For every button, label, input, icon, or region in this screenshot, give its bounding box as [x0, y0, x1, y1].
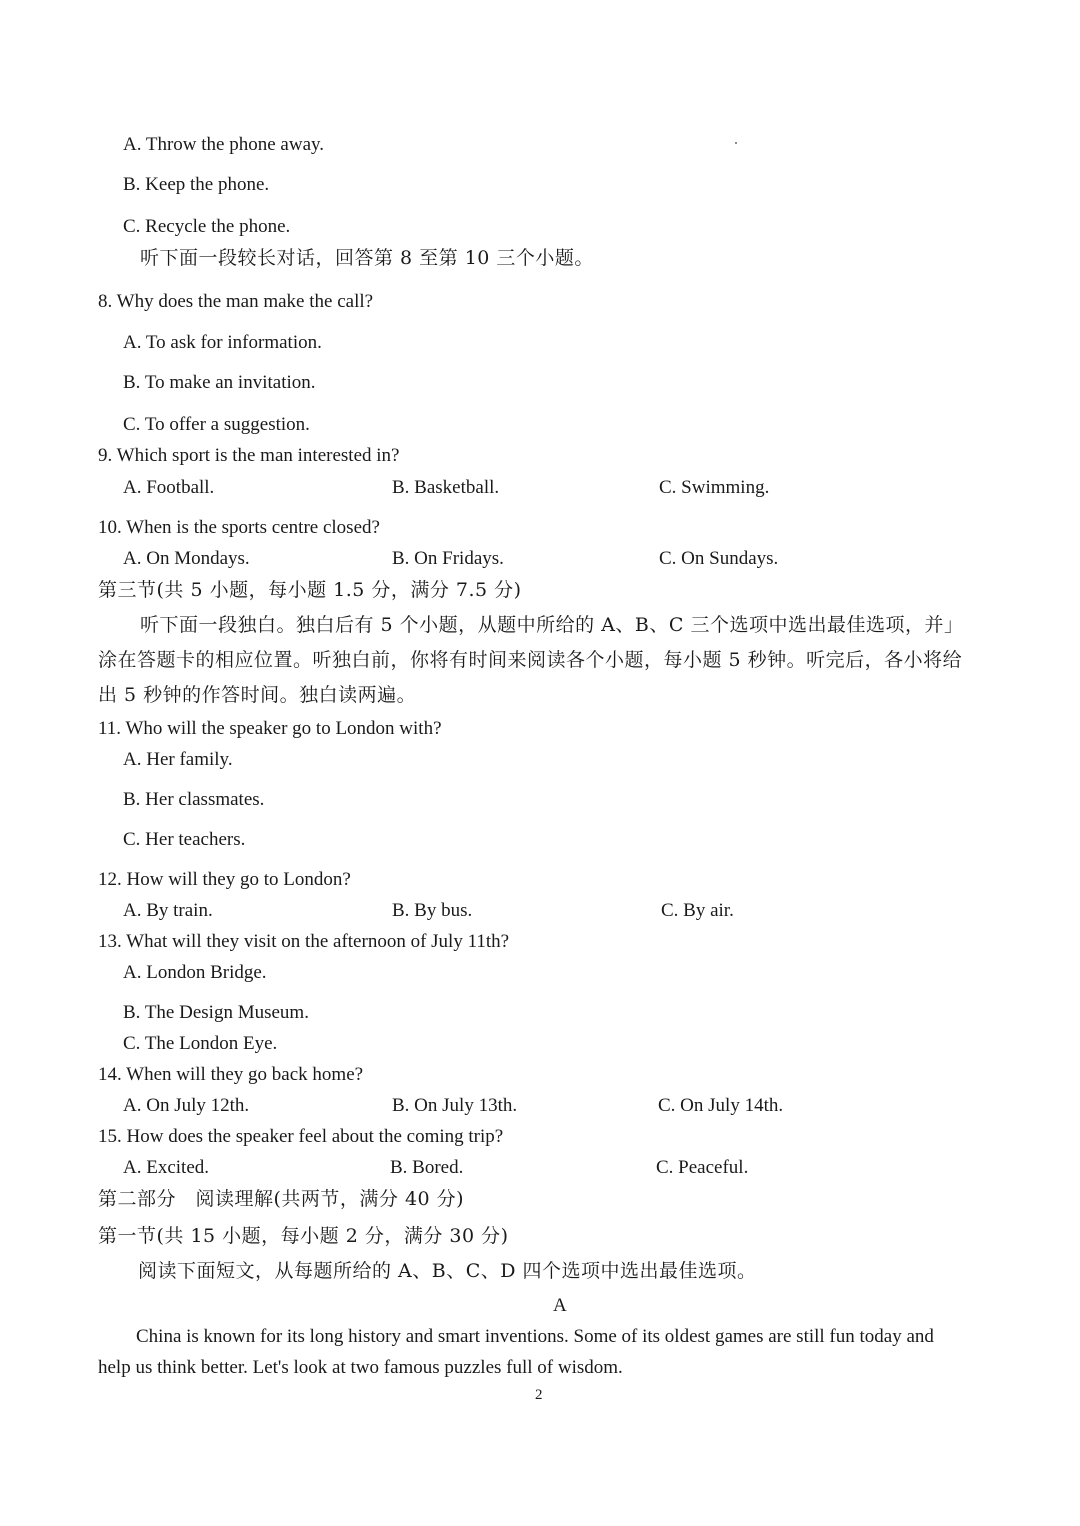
q12-option-b: B. By bus. [392, 900, 473, 921]
q7-option-c: C. Recycle the phone. [123, 216, 291, 237]
q12-option-c: C. By air. [661, 900, 734, 921]
q15-option-a: A. Excited. [123, 1157, 210, 1178]
q11-option-c: C. Her teachers. [123, 829, 246, 850]
passage-line-1: China is known for its long history and smart inventions. Some of its oldest games are still fun today and [136, 1326, 934, 1347]
q10-option-a: A. On Mondays. [123, 548, 250, 569]
q8-option-c: C. To offer a suggestion. [123, 414, 310, 435]
section3-instruction-line-3: 出 5 秒钟的作答时间。独白读两遍。 [98, 684, 417, 706]
q15-question: 15. How does the speaker feel about the coming trip? [98, 1126, 504, 1147]
q9-option-a: A. Football. [123, 477, 215, 498]
q13-question: 13. What will they visit on the afternoon of July 11th? [98, 931, 510, 952]
q13-option-b: B. The Design Museum. [123, 1002, 309, 1023]
q14-question: 14. When will they go back home? [98, 1064, 364, 1085]
q8-option-a: A. To ask for information. [123, 332, 322, 353]
q11-option-b: B. Her classmates. [123, 789, 265, 810]
q11-option-a: A. Her family. [123, 749, 233, 770]
q10-question: 10. When is the sports centre closed? [98, 517, 380, 538]
section3-heading: 第三节(共 5 小题，每小题 1.5 分，满分 7.5 分) [98, 579, 522, 601]
q15-option-c: C. Peaceful. [656, 1157, 749, 1178]
q7-option-b: B. Keep the phone. [123, 174, 270, 195]
section3-instruction-line-2: 涂在答题卡的相应位置。听独白前，你将有时间来阅读各个小题，每小题 5 秒钟。听完后，各小将给 [98, 649, 963, 671]
q12-option-a: A. By train. [123, 900, 213, 921]
q14-option-c: C. On July 14th. [658, 1095, 784, 1116]
q10-option-c: C. On Sundays. [659, 548, 779, 569]
q10-option-b: B. On Fridays. [392, 548, 504, 569]
q9-option-b: B. Basketball. [392, 477, 500, 498]
part2-section1-heading: 第一节(共 15 小题，每小题 2 分，满分 30 分) [98, 1225, 509, 1247]
q9-option-c: C. Swimming. [659, 477, 770, 498]
passage-letter: A [553, 1295, 567, 1316]
q8-question: 8. Why does the man make the call? [98, 291, 374, 312]
q12-question: 12. How will they go to London? [98, 869, 351, 890]
page-number: 2 [535, 1387, 543, 1403]
part2-instruction: 阅读下面短文，从每题所给的 A、B、C、D 四个选项中选出最佳选项。 [138, 1260, 757, 1282]
section3-instruction-line-1: 听下面一段独白。独白后有 5 个小题，从题中所给的 A、B、C 三个选项中选出最佳选项，并」 [140, 614, 964, 636]
q14-option-b: B. On July 13th. [392, 1095, 518, 1116]
instruction-q8-10: 听下面一段较长对话，回答第 8 至第 10 三个小题。 [140, 247, 594, 269]
q8-option-b: B. To make an invitation. [123, 372, 316, 393]
passage-line-2: help us think better. Let's look at two famous puzzles full of wisdom. [98, 1357, 623, 1378]
q7-option-a: A. Throw the phone away. [123, 134, 325, 155]
part2-heading: 第二部分 阅读理解(共两节，满分 40 分) [98, 1188, 465, 1210]
stray-mark [735, 142, 737, 144]
q13-option-a: A. London Bridge. [123, 962, 267, 983]
q11-question: 11. Who will the speaker go to London with? [98, 718, 442, 739]
q9-question: 9. Which sport is the man interested in? [98, 445, 400, 466]
q15-option-b: B. Bored. [390, 1157, 464, 1178]
q13-option-c: C. The London Eye. [123, 1033, 278, 1054]
q14-option-a: A. On July 12th. [123, 1095, 250, 1116]
